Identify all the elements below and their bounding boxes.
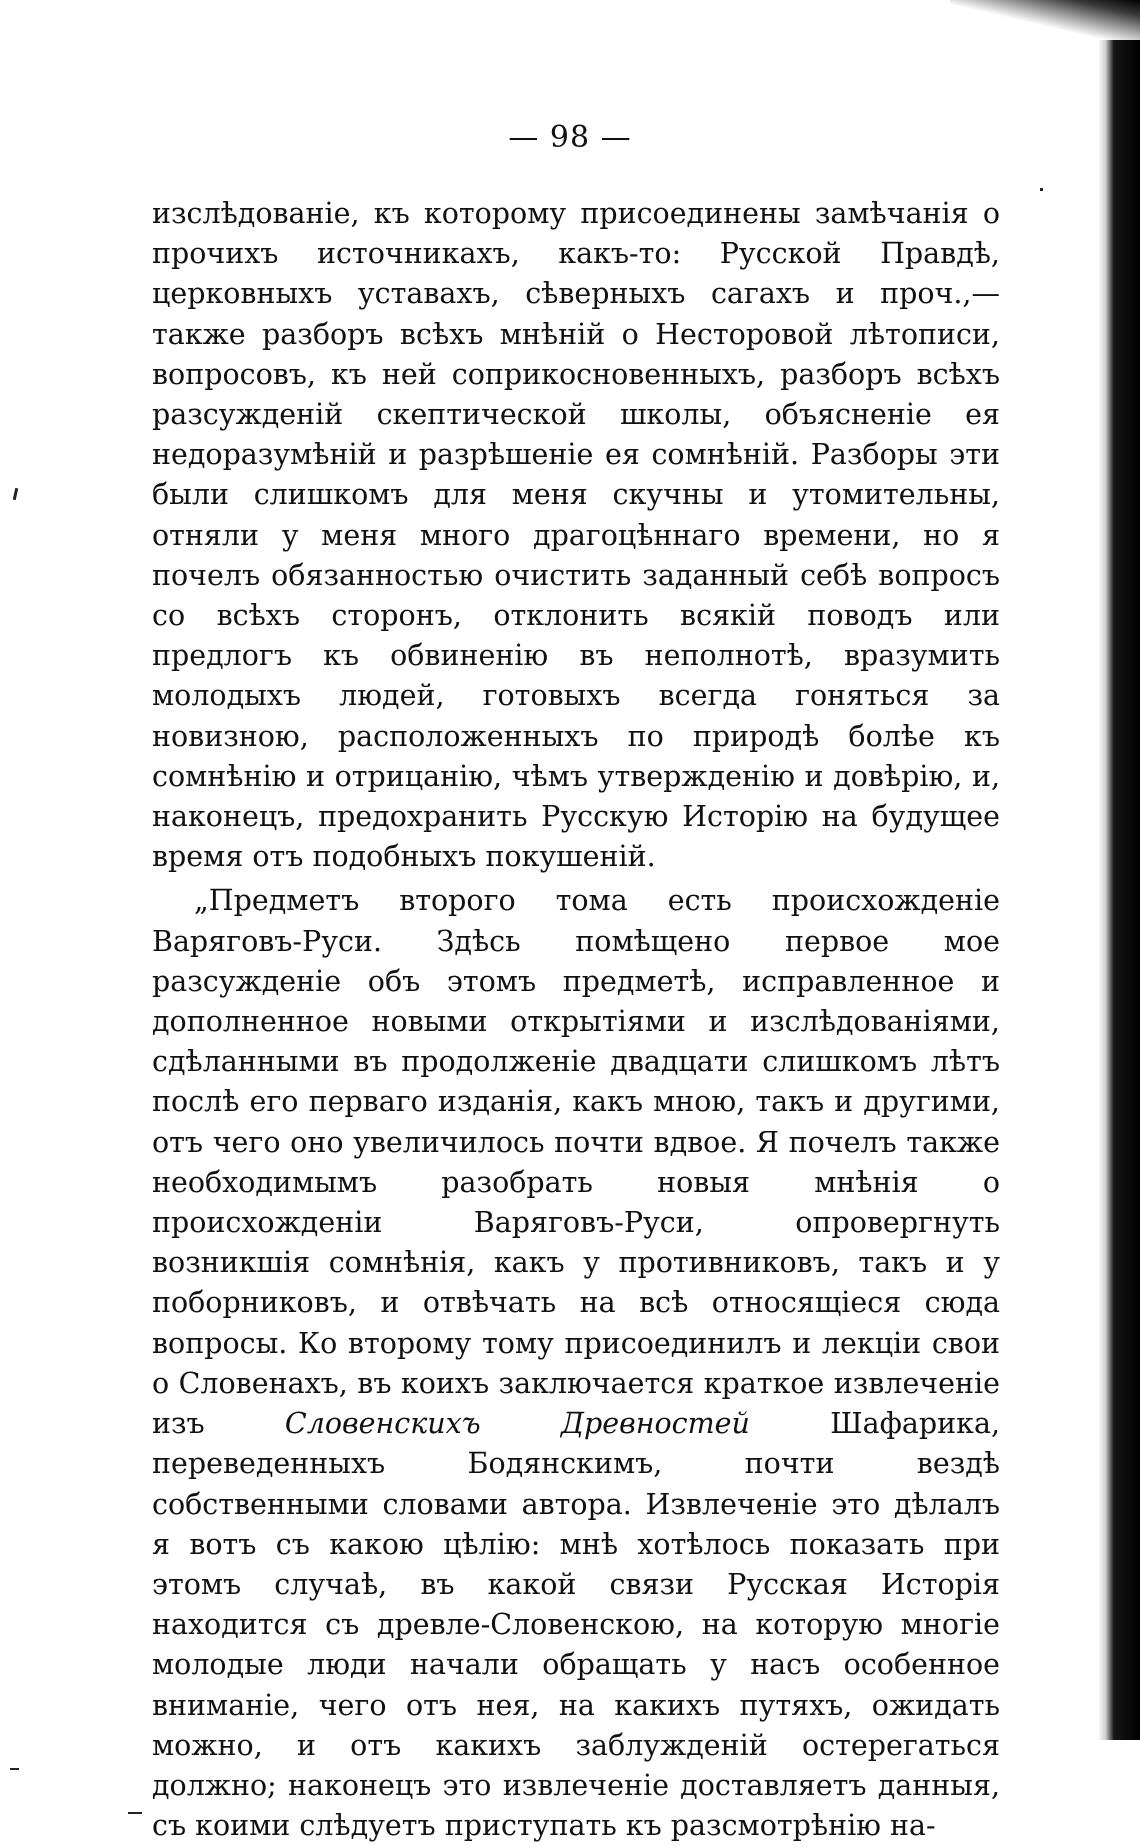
book-title-italic: Словенскихъ Древностей <box>284 1407 750 1441</box>
binding-shadow-edge <box>1098 40 1140 1740</box>
scan-speck <box>13 488 18 500</box>
paragraph-quoted-text-a: „Предметъ второго тома есть происхожденіе Варяговъ-Руси. Здѣсь помѣщено первое мое разсужденіе объ этомъ предметѣ, исправленное и дополненное новыми открытіями и изслѣдованіями, сдѣланными въ продолженіе двадцати слишкомъ лѣтъ послѣ его перваго изданія, какъ мною, такъ и другими, отъ чего оно увеличилось почти вдвое. Я почелъ также необходимымъ разобрать новыя мнѣнія о происхожденіи Варяговъ-Руси, опровергнуть возникшія сомнѣнія, какъ у противниковъ, такъ и у поборниковъ, и отвѣчать на всѣ относящіеся сюда вопросы. Ко второму тому присоединилъ и лекціи свои о Словенахъ, въ коихъ заключается краткое извлеченіе изъ <box>152 884 1000 1441</box>
page-number: — 98 — <box>508 120 632 155</box>
paragraph-quoted <box>152 881 1000 1846</box>
paragraph-quoted-text-b: Шафарика, переведенныхъ Бодянскимъ, почти вездѣ собственными словами автора. Извлеченіе это дѣлалъ я вотъ съ какою цѣлію: мнѣ хотѣлось показать при этомъ случаѣ, въ какой связи Русская Исторія находится съ древле-Словенскою, на которую многіе молодые люди начали обращать у насъ особенное вниманіе, чего отъ нея, на какихъ путяхъ, ожидать можно, и отъ какихъ заблужденій остерегаться должно; наконецъ это извлеченіе доставляетъ данныя, съ коими слѣдуетъ приступать къ разсмотрѣнію на- <box>152 1407 1001 1843</box>
paragraph-continued: изслѣдованіе, къ которому присоединены замѣчанія о прочихъ источникахъ, какъ-то: Русской Правдѣ, церковныхъ уставахъ, сѣверныхъ сагахъ и проч.,—также разборъ всѣхъ мнѣній о Несторовой лѣтописи, вопросовъ, къ ней соприкосновенныхъ, разборъ всѣхъ разсужденій скептической школы, объясненіе ея недоразумѣній и разрѣшеніе ея сомнѣній. Разборы эти были слишкомъ для меня скучны и утомительны, отняли у меня много драгоцѣннаго времени, но я почелъ обязанностью очистить заданный себѣ вопросъ со всѣхъ сторонъ, отклонить всякій поводъ или предлогъ къ обвиненію въ неполнотѣ, вразумить молодыхъ людей, готовыхъ всегда гоняться за новизною, расположенныхъ по природѣ болѣе къ сомнѣнію и отрицанію, чѣмъ утвержденію и довѣрію, и, наконецъ, предохранить Русскую Исторію на будущее время отъ подобныхъ покушеній. <box>152 197 1000 874</box>
scan-speck <box>10 1768 19 1770</box>
scan-speck <box>1040 188 1043 191</box>
binding-shadow-top <box>950 0 1140 44</box>
body-text <box>152 194 1000 1846</box>
scan-speck <box>128 1812 142 1814</box>
